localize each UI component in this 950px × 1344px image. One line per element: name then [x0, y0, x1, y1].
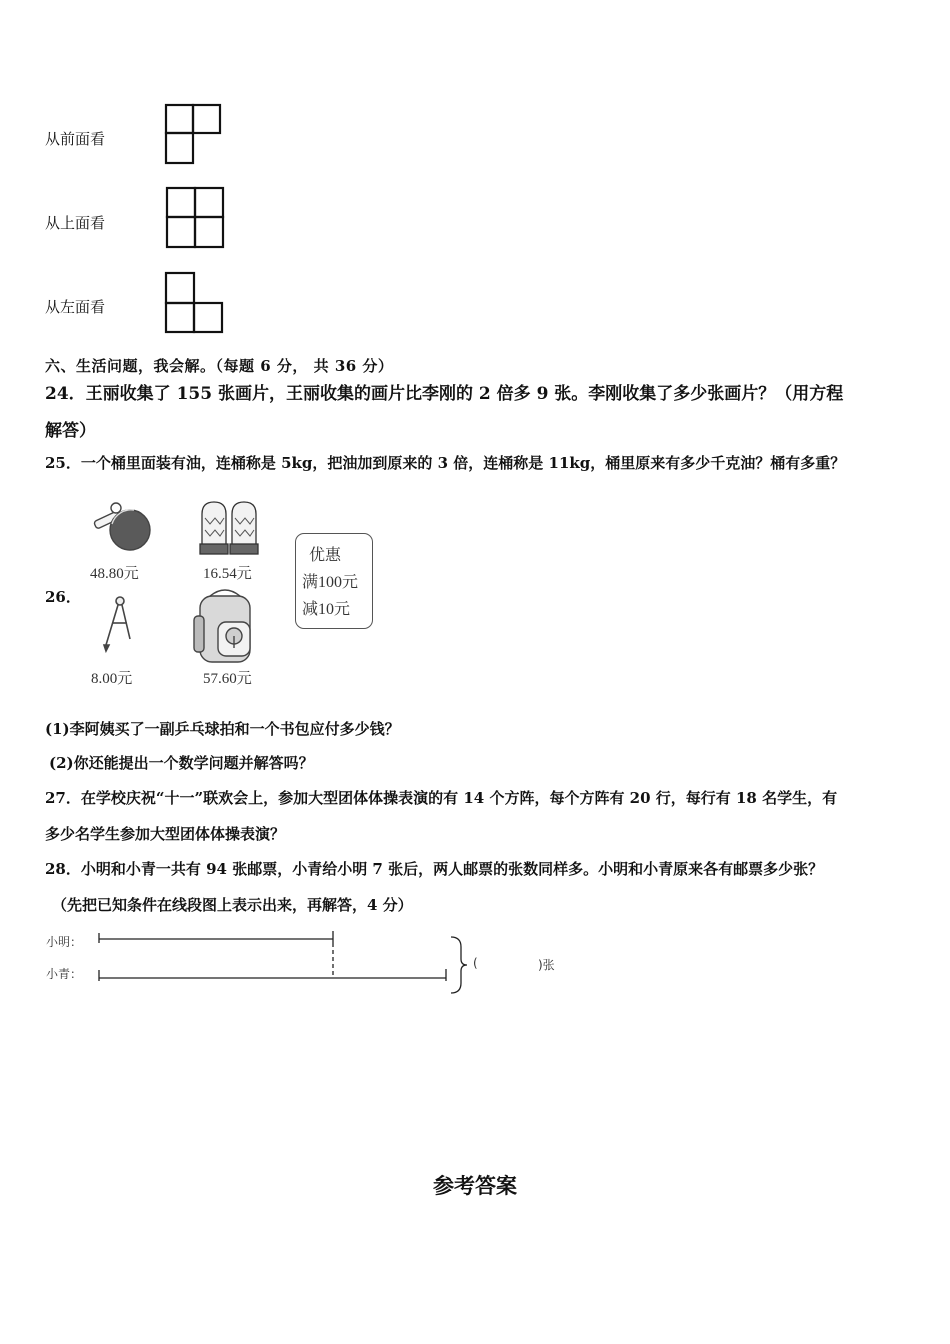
compass-icon: [100, 595, 136, 655]
segment-diagram: [95, 925, 485, 1005]
promo-title: 优惠: [309, 547, 342, 564]
q24-line1: 24．王丽收集了 155 张画片，王丽收集的画片比李刚的 2 倍多 9 张。李刚收集了多少张画片？（用方程: [45, 384, 844, 404]
paddle-price: 48.80元: [90, 566, 139, 582]
q27-line2: 多少名学生参加大型团体体操表演？: [45, 825, 286, 843]
q27-line1: 27．在学校庆祝“十一”联欢会上，参加大型团体体操表演的有 14 个方阵，每个方阵有 20 行，每行有 18 名学生，有: [45, 789, 838, 807]
backpack-price: 57.60元: [203, 671, 252, 687]
promo-box: [295, 533, 373, 629]
reference-answers-title: 参考答案: [433, 1173, 517, 1198]
section-6-title: 六、生活问题，我会解。（每题 6 分， 共 36 分）: [45, 357, 394, 375]
q26-sub2: (2)你还能提出一个数学问题并解答吗？: [49, 754, 314, 772]
q26-number: 26．: [45, 588, 81, 606]
q28-line1: 28．小明和小青一共有 94 张邮票，小青给小明 7 张后，两人邮票的张数同样多。小明和小青原来各有邮票多少张？: [45, 860, 824, 878]
left-view-label: 从左面看: [45, 298, 106, 316]
mittens-icon: [196, 500, 264, 558]
top-view-label: 从上面看: [45, 214, 106, 232]
q28-line2: （先把已知条件在线段图上表示出来，再解答，4 分）: [52, 896, 413, 914]
backpack-icon: [190, 586, 260, 666]
total-brace: [451, 937, 467, 993]
mittens-price: 16.54元: [203, 566, 252, 582]
total-blank-close: )张: [538, 958, 555, 972]
q25-text: 25．一个桶里面装有油，连桶称是 5kg，把油加到原来的 3 倍，连桶称是 11kg，桶里原来有多少千克油？桶有多重？: [45, 454, 846, 472]
top-view-grid-icon: [164, 185, 228, 251]
compass-price: 8.00元: [91, 671, 133, 687]
segment-label-xiaoqing: 小青：: [46, 967, 83, 981]
xiaoqing-segment: [99, 969, 446, 981]
q24-line2: 解答）: [45, 421, 96, 441]
total-blank-open: (: [473, 956, 478, 970]
promo-threshold: 满100元: [302, 574, 359, 591]
xiaoming-segment: [99, 931, 333, 943]
front-view-grid-icon: [163, 102, 225, 166]
promo-discount: 减10元: [302, 601, 351, 618]
segment-label-xiaoming: 小明：: [46, 935, 83, 949]
ping-pong-paddle-icon: [90, 500, 156, 556]
left-view-grid-icon: [163, 270, 227, 336]
front-view-label: 从前面看: [45, 130, 106, 148]
q26-sub1: (1)李阿姨买了一副乒乓球拍和一个书包应付多少钱？: [45, 720, 400, 738]
